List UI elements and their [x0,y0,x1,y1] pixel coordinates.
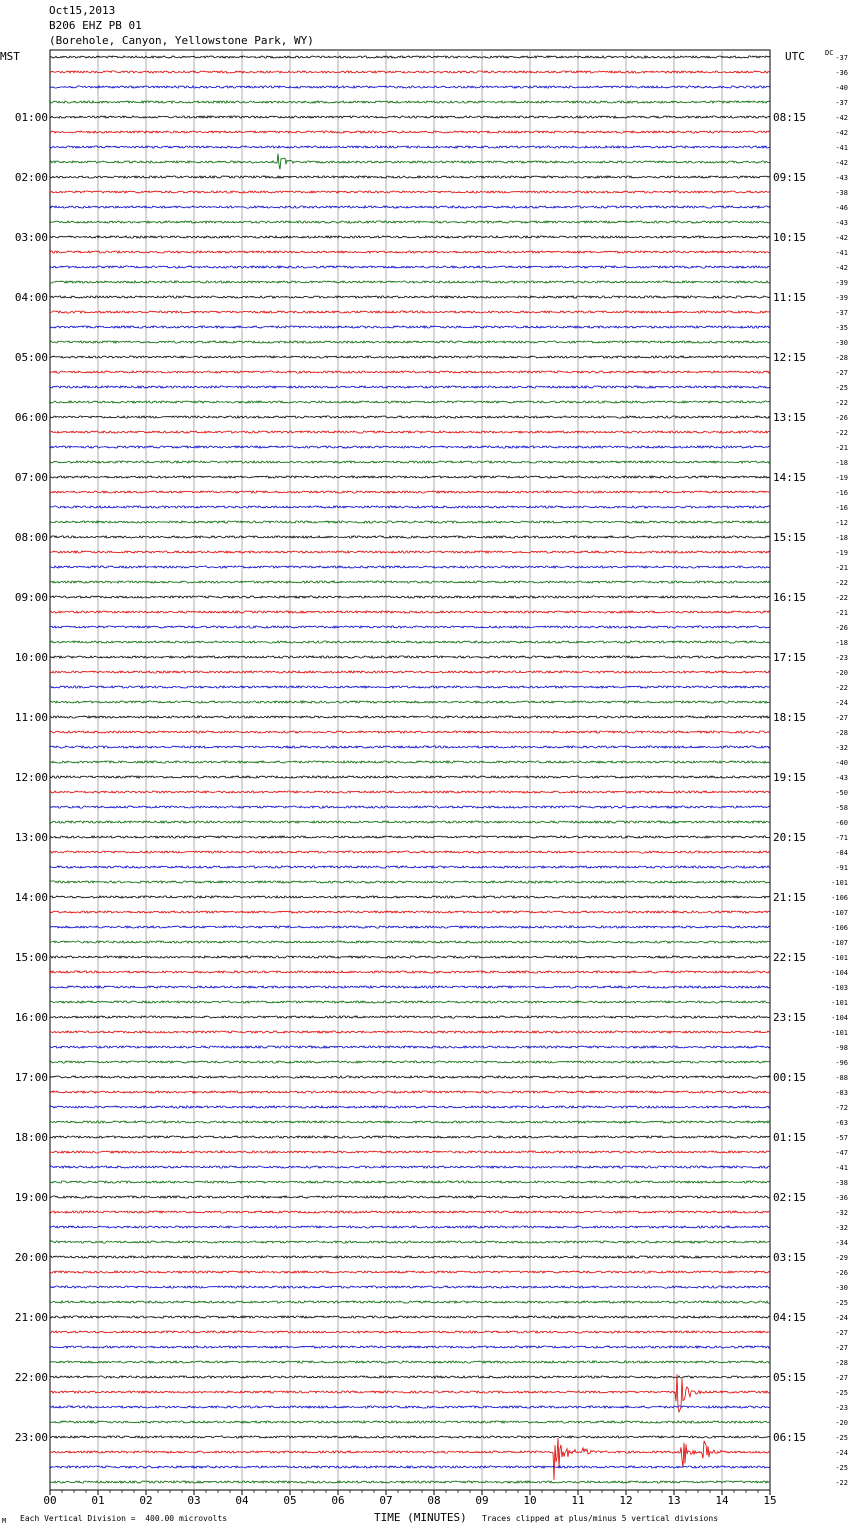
dc-offset-label: -35 [835,324,848,332]
dc-offset-label: -98 [835,1044,848,1052]
dc-offset-label: -43 [835,219,848,227]
seismic-trace [50,1166,770,1168]
seismic-trace [50,154,770,170]
seismic-trace [50,791,770,793]
dc-offset-label: -34 [835,1239,848,1247]
dc-offset-label: -96 [835,1059,848,1067]
mst-hour-label: 13:00 [14,831,48,844]
x-tick-label: 04 [235,1494,249,1507]
dc-offset-label: -21 [835,609,848,617]
mst-hour-label: 06:00 [14,411,48,424]
seismic-trace [50,506,770,508]
dc-offset-label: -103 [831,984,848,992]
dc-offset-label: -36 [835,1194,848,1202]
dc-offset-label: -20 [835,669,848,677]
seismic-trace [50,581,770,583]
dc-offset-label: -22 [835,1479,848,1487]
seismic-trace [50,521,770,523]
mst-hour-label: 10:00 [14,651,48,664]
seismic-trace [50,536,770,538]
dc-offset-label: -18 [835,459,848,467]
seismic-trace [50,896,770,898]
seismic-trace [50,941,770,943]
seismic-trace [50,746,770,748]
seismic-trace [50,866,770,868]
dc-offset-label: -84 [835,849,848,857]
x-tick-label: 05 [283,1494,297,1507]
utc-hour-label: 20:15 [773,831,807,844]
seismic-trace [50,926,770,928]
utc-hour-label: 15:15 [773,531,807,544]
mst-hour-label: 16:00 [14,1011,48,1024]
utc-hour-label: 13:15 [773,411,807,424]
vertical-division-note: Each Vertical Division = 400.00 microvolts [20,1514,228,1523]
dc-offset-label: -24 [835,1449,848,1457]
seismic-trace [50,1106,770,1108]
seismic-trace [50,191,770,193]
dc-offset-label: -22 [835,579,848,587]
x-tick-label: 03 [187,1494,201,1507]
x-tick-label: 01 [91,1494,105,1507]
dc-offset-label: -19 [835,474,848,482]
seismic-trace [50,1421,770,1423]
seismic-trace [50,416,770,418]
dc-offset-label: -39 [835,294,848,302]
dc-offset-label: -24 [835,1314,848,1322]
chart-location: (Borehole, Canyon, Yellowstone Park, WY) [49,34,314,47]
seismic-trace [50,566,770,568]
seismic-trace [50,56,770,58]
utc-hour-label: 11:15 [773,291,807,304]
seismic-trace [50,1046,770,1048]
seismic-trace [50,146,770,148]
utc-hour-label: 16:15 [773,591,807,604]
utc-hour-label: 09:15 [773,171,807,184]
seismic-trace [50,686,770,688]
dc-label: DC [825,49,834,57]
seismic-trace [50,881,770,883]
chart-date: Oct15,2013 [49,4,116,17]
clip-note: Traces clipped at plus/minus 5 vertical divisions [482,1514,719,1523]
dc-offset-label: -29 [835,1254,848,1262]
seismic-trace [50,1331,770,1333]
seismic-trace [50,281,770,283]
x-tick-label: 10 [523,1494,537,1507]
utc-hour-label: 00:15 [773,1071,807,1084]
dc-offset-label: -40 [835,84,848,92]
seismic-trace [50,986,770,988]
seismic-trace [50,1301,770,1303]
seismic-trace [50,626,770,628]
seismic-trace [50,221,770,223]
seismic-trace [50,611,770,613]
x-tick-label: 15 [763,1494,777,1507]
seismic-trace [50,1406,770,1408]
seismic-trace [50,1286,770,1288]
seismic-trace [50,461,770,463]
dc-offset-label: -37 [835,99,848,107]
utc-hour-label: 14:15 [773,471,807,484]
utc-hour-label: 05:15 [773,1371,807,1384]
x-tick-label: 07 [379,1494,393,1507]
dc-offset-label: -22 [835,399,848,407]
seismic-trace [50,356,770,358]
mst-hour-label: 18:00 [14,1131,48,1144]
mst-hour-label: 04:00 [14,291,48,304]
seismic-trace [50,1466,770,1468]
mst-hour-label: 11:00 [14,711,48,724]
dc-offset-label: -88 [835,1074,848,1082]
mst-hour-label: 01:00 [14,111,48,124]
chart-station: B206 EHZ PB 01 [49,19,142,32]
seismic-trace [50,1001,770,1003]
dc-offset-label: -25 [835,1464,848,1472]
seismic-trace [50,326,770,328]
dc-offset-label: -18 [835,534,848,542]
utc-hour-label: 01:15 [773,1131,807,1144]
seismic-trace [50,956,770,958]
dc-offset-label: -32 [835,1224,848,1232]
seismic-trace [50,1481,770,1483]
mst-hour-label: 03:00 [14,231,48,244]
dc-offset-label: -12 [835,519,848,527]
dc-offset-label: -104 [831,1014,848,1022]
dc-offset-label: -32 [835,1209,848,1217]
dc-offset-label: -28 [835,354,848,362]
dc-offset-label: -43 [835,174,848,182]
dc-offset-label: -106 [831,924,848,932]
seismic-trace [50,1361,770,1363]
seismic-trace [50,1211,770,1213]
dc-offset-label: -107 [831,939,848,947]
dc-offset-label: -23 [835,1404,848,1412]
seismic-trace [50,101,770,103]
x-tick-label: 12 [619,1494,633,1507]
dc-offset-label: -21 [835,444,848,452]
dc-offset-label: -41 [835,249,848,257]
dc-offset-label: -25 [835,1434,848,1442]
seismic-trace [50,551,770,553]
utc-hour-label: 08:15 [773,111,807,124]
mst-hour-label: 15:00 [14,951,48,964]
seismic-trace [50,1016,770,1018]
dc-offset-label: -107 [831,909,848,917]
mst-hour-label: 17:00 [14,1071,48,1084]
seismic-trace [50,641,770,643]
dc-offset-label: -41 [835,144,848,152]
seismic-trace [50,671,770,673]
seismic-trace [50,1151,770,1153]
seismic-trace [50,1438,770,1480]
seismic-trace [50,1316,770,1318]
footer-mark: M [2,1517,7,1525]
dc-offset-label: -25 [835,384,848,392]
dc-offset-label: -101 [831,1029,848,1037]
seismic-trace [50,446,770,448]
dc-offset-label: -41 [835,1164,848,1172]
dc-offset-label: -27 [835,1374,848,1382]
dc-offset-label: -91 [835,864,848,872]
seismic-trace [50,1031,770,1033]
dc-offset-label: -83 [835,1089,848,1097]
seismic-trace [50,491,770,493]
seismic-trace [50,1436,770,1438]
mst-hour-label: 05:00 [14,351,48,364]
dc-offset-label: -38 [835,189,848,197]
dc-offset-label: -101 [831,879,848,887]
dc-offset-label: -72 [835,1104,848,1112]
dc-offset-label: -50 [835,789,848,797]
seismic-trace [50,386,770,388]
utc-label: UTC [785,50,805,63]
dc-offset-label: -22 [835,684,848,692]
seismic-trace [50,371,770,373]
dc-offset-label: -25 [835,1299,848,1307]
dc-offset-label: -42 [835,159,848,167]
mst-hour-label: 23:00 [14,1431,48,1444]
seismic-trace [50,1121,770,1123]
dc-offset-label: -26 [835,414,848,422]
dc-offset-label: -60 [835,819,848,827]
dc-offset-label: -28 [835,729,848,737]
dc-offset-label: -24 [835,699,848,707]
mst-hour-label: 08:00 [14,531,48,544]
dc-offset-label: -22 [835,429,848,437]
mst-hour-label: 12:00 [14,771,48,784]
seismic-trace [50,1061,770,1063]
dc-offset-label: -46 [835,204,848,212]
seismic-trace [50,176,770,178]
utc-hour-label: 04:15 [773,1311,807,1324]
seismic-trace [50,1181,770,1183]
x-tick-label: 11 [571,1494,585,1507]
seismic-trace [50,851,770,853]
plot-frame [50,50,770,1490]
dc-offset-label: -16 [835,489,848,497]
seismic-trace [50,1346,770,1348]
dc-offset-label: -27 [835,714,848,722]
seismic-trace [50,761,770,763]
dc-offset-label: -57 [835,1134,848,1142]
dc-offset-label: -104 [831,969,848,977]
seismic-trace [50,836,770,838]
dc-offset-label: -42 [835,129,848,137]
dc-offset-label: -26 [835,624,848,632]
x-tick-label: 09 [475,1494,489,1507]
dc-offset-label: -23 [835,654,848,662]
seismic-trace [50,656,770,658]
dc-offset-label: -43 [835,774,848,782]
dc-offset-label: -26 [835,1269,848,1277]
mst-hour-label: 21:00 [14,1311,48,1324]
x-tick-label: 08 [427,1494,441,1507]
seismic-trace [50,776,770,778]
seismic-trace [50,806,770,808]
dc-offset-label: -71 [835,834,848,842]
x-tick-label: 13 [667,1494,681,1507]
dc-offset-label: -18 [835,639,848,647]
dc-offset-label: -30 [835,339,848,347]
dc-offset-label: -47 [835,1149,848,1157]
seismic-trace [50,131,770,133]
seismic-trace [50,341,770,343]
seismic-trace [50,1136,770,1138]
mst-hour-label: 14:00 [14,891,48,904]
dc-offset-label: -36 [835,69,848,77]
dc-offset-label: -27 [835,1329,848,1337]
seismic-trace [50,1376,770,1378]
mst-hour-label: 02:00 [14,171,48,184]
utc-hour-label: 17:15 [773,651,807,664]
dc-offset-label: -30 [835,1284,848,1292]
seismic-trace [50,971,770,973]
dc-offset-label: -42 [835,114,848,122]
seismic-trace [50,1091,770,1093]
utc-hour-label: 21:15 [773,891,807,904]
seismic-trace [50,716,770,718]
seismic-trace [50,476,770,478]
dc-offset-label: -101 [831,999,848,1007]
seismic-trace [50,266,770,268]
seismic-trace [50,296,770,298]
seismic-trace [50,311,770,313]
dc-offset-label: -38 [835,1179,848,1187]
dc-offset-label: -37 [835,54,848,62]
seismic-trace [50,1256,770,1258]
mst-hour-label: 22:00 [14,1371,48,1384]
utc-hour-label: 19:15 [773,771,807,784]
seismic-trace [50,596,770,598]
utc-hour-label: 22:15 [773,951,807,964]
mst-hour-label: 20:00 [14,1251,48,1264]
dc-offset-label: -32 [835,744,848,752]
dc-offset-label: -42 [835,234,848,242]
x-tick-label: 14 [715,1494,729,1507]
seismic-trace [50,401,770,403]
dc-offset-label: -37 [835,309,848,317]
utc-hour-label: 02:15 [773,1191,807,1204]
dc-offset-label: -63 [835,1119,848,1127]
dc-offset-label: -27 [835,1344,848,1352]
dc-offset-label: -22 [835,594,848,602]
seismic-trace [50,71,770,73]
x-tick-label: 02 [139,1494,153,1507]
seismic-trace [50,1226,770,1228]
seismic-trace [50,1076,770,1078]
mst-hour-label: 09:00 [14,591,48,604]
utc-hour-label: 18:15 [773,711,807,724]
dc-offset-label: -27 [835,369,848,377]
seismic-trace [50,1271,770,1273]
mst-hour-label: 19:00 [14,1191,48,1204]
dc-offset-label: -19 [835,549,848,557]
dc-offset-label: -21 [835,564,848,572]
seismic-trace [50,821,770,823]
seismic-trace [50,1241,770,1243]
dc-offset-label: -28 [835,1359,848,1367]
seismic-trace [50,206,770,208]
x-tick-label: 00 [43,1494,57,1507]
dc-offset-label: -16 [835,504,848,512]
mst-hour-label: 07:00 [14,471,48,484]
x-axis-label: TIME (MINUTES) [374,1511,467,1524]
seismic-trace [50,1374,770,1412]
seismic-trace [50,116,770,118]
dc-offset-label: -20 [835,1419,848,1427]
dc-offset-label: -25 [835,1389,848,1397]
seismic-trace [50,431,770,433]
dc-offset-label: -40 [835,759,848,767]
dc-offset-label: -58 [835,804,848,812]
seismic-trace [50,911,770,913]
dc-offset-label: -106 [831,894,848,902]
utc-hour-label: 12:15 [773,351,807,364]
seismic-trace [50,236,770,238]
seismic-trace [50,251,770,253]
seismic-trace [50,731,770,733]
x-tick-label: 06 [331,1494,345,1507]
seismic-trace [50,701,770,703]
utc-hour-label: 03:15 [773,1251,807,1264]
utc-hour-label: 06:15 [773,1431,807,1444]
dc-offset-label: -101 [831,954,848,962]
mst-label: MST [0,50,20,63]
utc-hour-label: 10:15 [773,231,807,244]
dc-offset-label: -42 [835,264,848,272]
seismic-trace [50,1196,770,1198]
dc-offset-label: -39 [835,279,848,287]
utc-hour-label: 23:15 [773,1011,807,1024]
seismic-trace [50,86,770,88]
